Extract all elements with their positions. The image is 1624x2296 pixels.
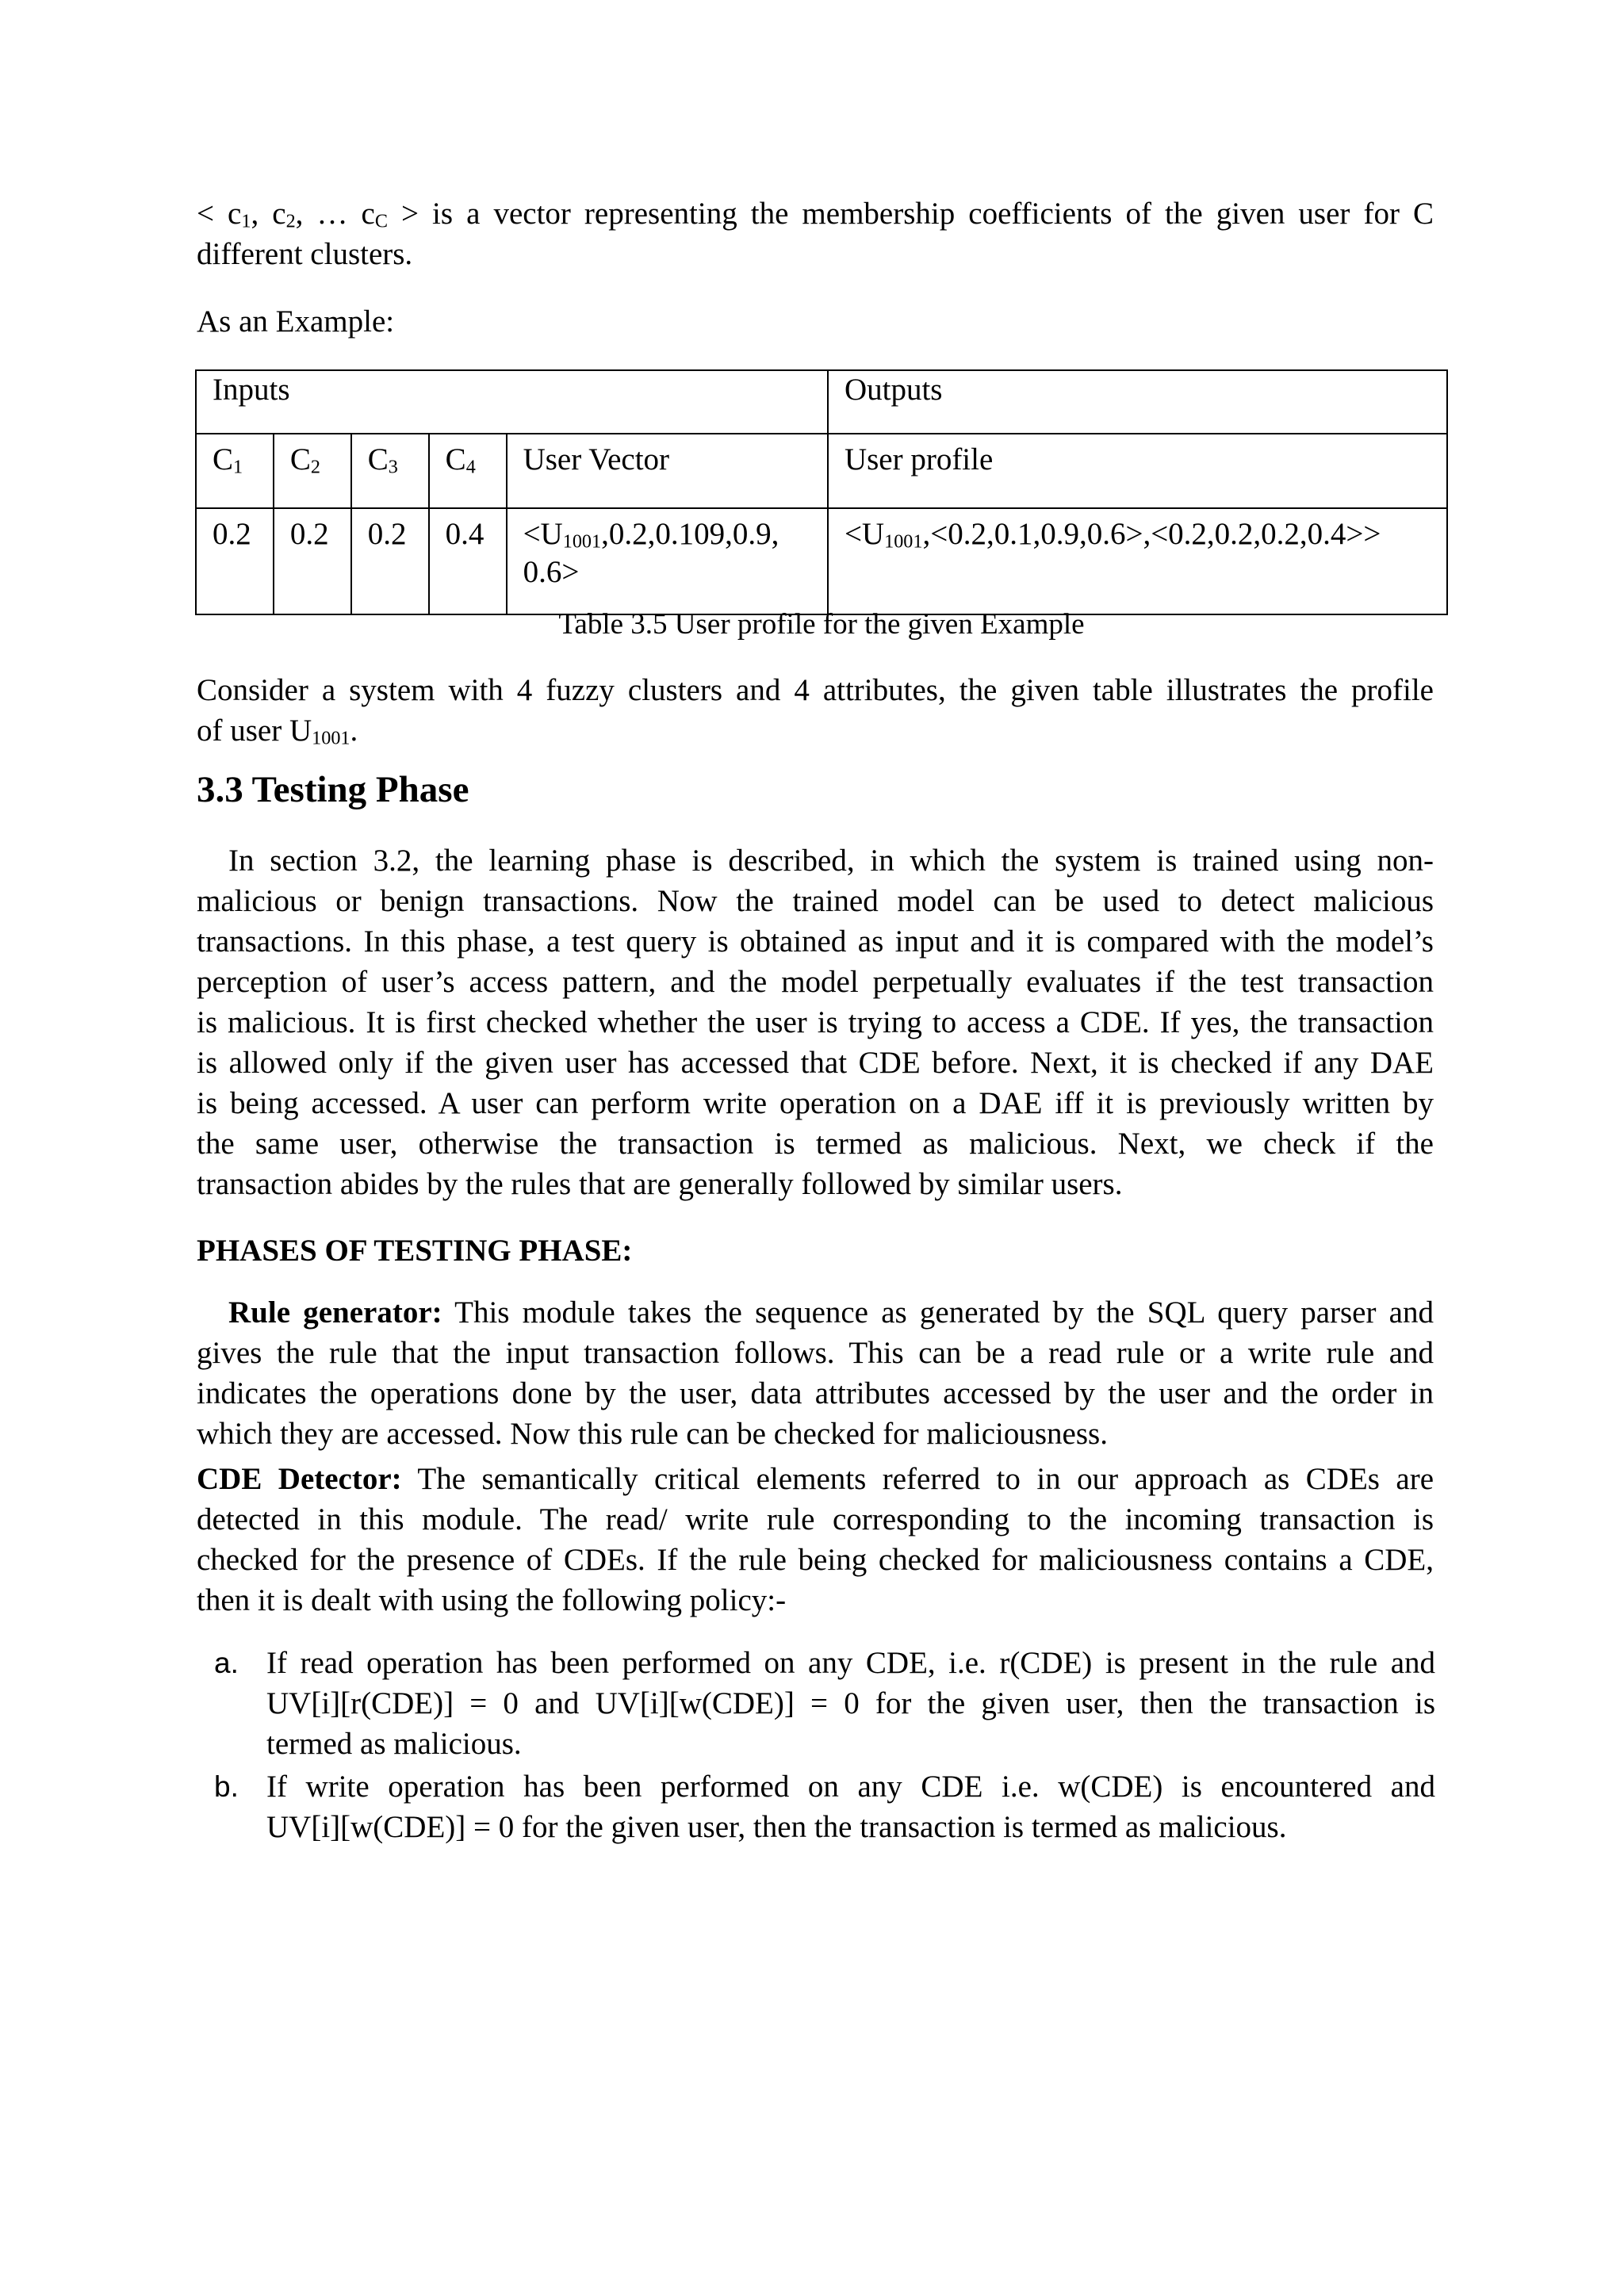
testing-phase-line: malicious or benign transactions. Now the trained model can be used to detect malicious: [197, 884, 1434, 918]
list-item-line: UV[i][r(CDE)] = 0 and UV[i][w(CDE)] = 0 for the given user, then the transaction is: [266, 1686, 1435, 1720]
table-row: [196, 508, 1447, 614]
list-item-line: UV[i][w(CDE)] = 0 for the given user, then the transaction is termed as malicious.: [266, 1810, 1287, 1844]
cde-detector-paragraph: [197, 1459, 1434, 1621]
table-cell: 0.4: [429, 508, 507, 614]
testing-phase-line: is allowed only if the given user has accessed that CDE before. Next, it is checked if any DAE: [197, 1046, 1434, 1080]
intro-paragraph: [197, 193, 1434, 274]
testing-phase-line: In section 3.2, the learning phase is described, in which the system is trained using non-: [228, 844, 1434, 878]
user-vector-cell: $<U_{1001},0.2,0.109,0.9$, 0.6>: [507, 508, 828, 614]
list-item-line: If write operation has been performed on any CDE i.e. w(CDE) is encountered and: [266, 1770, 1435, 1804]
rule-generator-label: Rule generator:: [228, 1295, 442, 1330]
section-heading: 3.3 Testing Phase: [197, 769, 469, 810]
rule-generator-line: gives the rule that the input transaction follows. This can be a read rule or a write rule and: [197, 1336, 1434, 1370]
col-header-c2: $C_2$: [274, 434, 351, 508]
inputs-header: Inputs: [196, 370, 828, 434]
testing-phase-line: is malicious. It is first checked whether the user is trying to access a CDE. If yes, the transaction: [197, 1005, 1434, 1039]
user-vector-header: User Vector: [507, 434, 828, 508]
list-item-line: termed as malicious.: [266, 1727, 522, 1761]
col-header-c3: $C_3$: [351, 434, 429, 508]
cde-detector-line: CDE Detector: The semantically critical elements referred to in our approach as CDEs are: [197, 1462, 1434, 1496]
testing-phase-line: is being accessed. A user can perform write operation on a DAE iff it is previously written by: [197, 1086, 1434, 1120]
user-profile-cell: $<U_{1001},<0.2,0.1,0.9,0.6>,<0.2,0.2,0.2,0.4>>$: [828, 508, 1447, 614]
table-row: [196, 434, 1447, 508]
rule-generator-line: which they are accessed. Now this rule can be checked for maliciousness.: [197, 1417, 1108, 1451]
testing-phase-line: perception of user’s access pattern, and the model perpetually evaluates if the test transaction: [197, 965, 1434, 999]
cde-detector-line: then it is dealt with using the following policy:-: [197, 1583, 787, 1617]
user-profile-header: User profile: [828, 434, 1447, 508]
testing-phase-paragraph: [197, 840, 1434, 1204]
consider-line: of user $U_{1001}$.: [197, 714, 358, 749]
col-header-c4: $C_4$: [429, 434, 507, 508]
example-label: As an Example:: [197, 304, 395, 339]
outputs-header: Outputs: [828, 370, 1447, 434]
list-item-body: [266, 1643, 1435, 1764]
list-item-line: If read operation has been performed on any CDE, i.e. r(CDE) is present in the rule and: [266, 1646, 1435, 1680]
intro-line: < $c_1$, $c_2$, … $c_C$ > is a vector representing the membership coefficients of the given user for C: [197, 197, 1434, 232]
table-cell: 0.2: [351, 508, 429, 614]
testing-phase-line: transactions. In this phase, a test query is obtained as input and it is compared with the model’s: [197, 924, 1434, 959]
phases-heading: PHASES OF TESTING PHASE:: [197, 1234, 633, 1268]
intro-line: different clusters.: [197, 237, 413, 271]
rule-generator-line: Rule generator: This module takes the sequence as generated by the SQL query parser and: [228, 1295, 1434, 1330]
consider-paragraph: [197, 670, 1434, 751]
rule-generator-paragraph: [197, 1292, 1434, 1454]
list-marker: a.: [214, 1647, 239, 1679]
rule-generator-line: indicates the operations done by the user, data attributes accessed by the user and the order in: [197, 1376, 1434, 1410]
cde-detector-label: CDE Detector:: [197, 1462, 402, 1496]
list-marker: b.: [214, 1770, 239, 1803]
testing-phase-line: the same user, otherwise the transaction is termed as malicious. Next, we check if the: [197, 1127, 1434, 1161]
consider-line: Consider a system with 4 fuzzy clusters and 4 attributes, the given table illustrates the profile: [197, 673, 1434, 707]
table-caption: Table 3.5 User profile for the given Example: [558, 608, 1085, 641]
user-profile-table: [195, 369, 1448, 615]
col-header-c1: $C_1$: [196, 434, 274, 508]
cde-detector-line: detected in this module. The read/ write rule corresponding to the incoming transaction is: [197, 1502, 1434, 1536]
list-item-body: [266, 1766, 1435, 1847]
table-cell: 0.2: [274, 508, 351, 614]
cde-detector-line: checked for the presence of CDEs. If the rule being checked for maliciousness contains a CDE,: [197, 1543, 1434, 1577]
table-row: [196, 370, 1447, 434]
testing-phase-line: transaction abides by the rules that are generally followed by similar users.: [197, 1167, 1123, 1201]
table-cell: 0.2: [196, 508, 274, 614]
